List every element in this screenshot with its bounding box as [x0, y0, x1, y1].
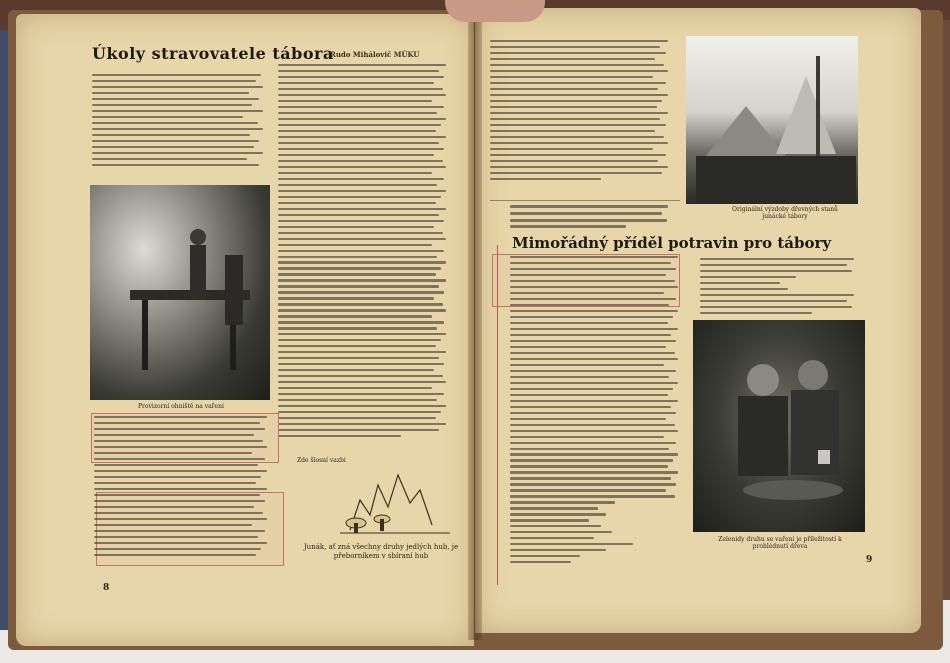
- campsite-photo-caption: Originální výzdoby dřevných stanů junácké tábory: [732, 206, 838, 220]
- right-section-separator: [490, 200, 680, 201]
- left-page-number: 8: [103, 583, 110, 593]
- sketch-caption: Junák, ať zná všechny druhy jedlých hub, je přeborníkem v sbíraní hub: [303, 543, 459, 560]
- mushroom-sketch: [320, 445, 470, 540]
- right-page-number: 9: [866, 555, 873, 565]
- right-article-column-2: [700, 258, 860, 318]
- left-column-text-2: [278, 64, 453, 441]
- right-top-column-text: [490, 40, 675, 184]
- left-article-author: Rudo Mihálovič MÚKU: [330, 50, 420, 59]
- page-gutter: [468, 12, 482, 640]
- right-article-title: Mimořádný příděl potravin pro tábory: [512, 234, 832, 252]
- campsite-photo: [686, 36, 858, 204]
- right-bold-paragraph: [510, 205, 675, 232]
- scouts-eating-photo-art: [693, 320, 865, 532]
- left-column-text-1: [92, 74, 270, 170]
- right-article-column-1: [510, 256, 685, 567]
- campsite-photo-art: [686, 36, 858, 204]
- sketch-note: Zde šlosní vazbi: [297, 457, 346, 464]
- scouts-eating-photo-caption: Zelenidy druhu se vaření je příležitostí k prohlédnutí dřeva: [718, 536, 842, 550]
- campfire-photo-art: [90, 185, 270, 400]
- left-column-text-3: [94, 416, 274, 560]
- left-article-title: Úkoly stravovatele tábora: [92, 44, 334, 63]
- scouts-eating-photo: [693, 320, 865, 532]
- campfire-photo: [90, 185, 270, 400]
- campfire-photo-caption: Provizorní ohniště na vaření: [138, 403, 224, 410]
- holding-fingers: [445, 0, 545, 22]
